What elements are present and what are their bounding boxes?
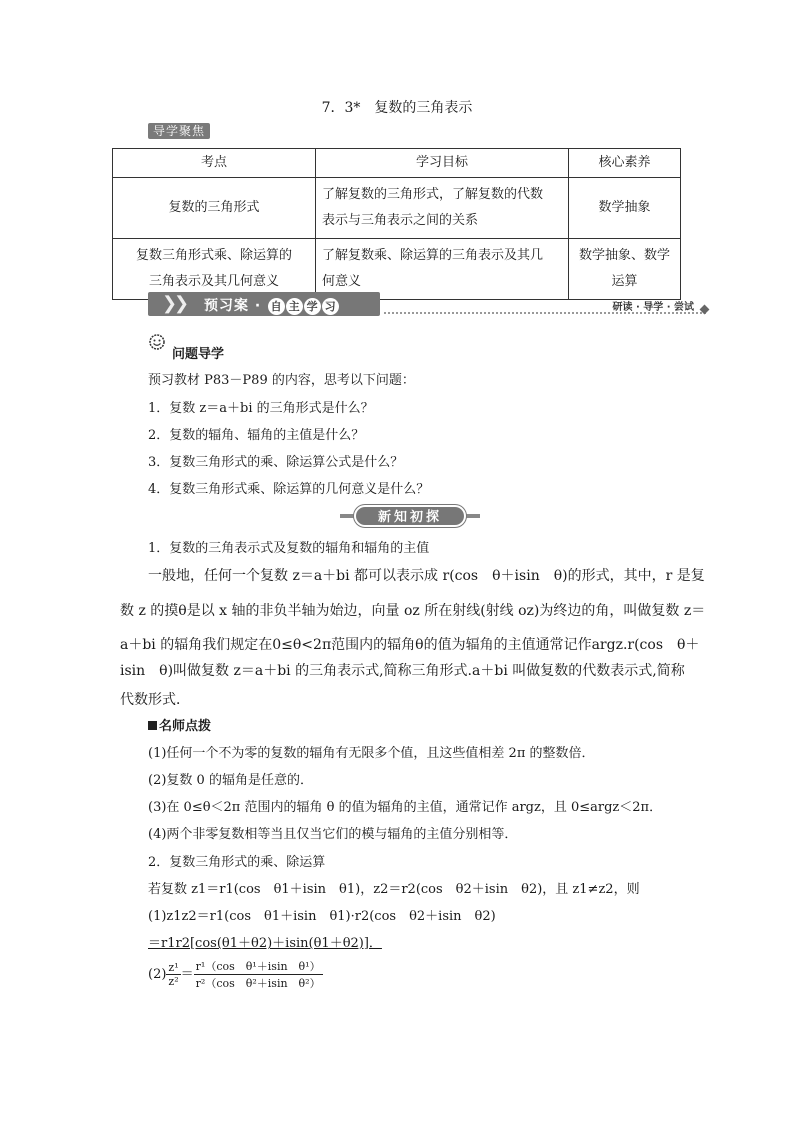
- banner-sep: ·: [254, 298, 262, 314]
- table-row: [113, 178, 681, 239]
- cell-text: 数学抽象: [598, 200, 651, 215]
- body-line: isin θ)叫做复数 z＝a＋bi 的三角表示式,简称三角形式.a＋bi 叫做复数的代数表示式,简称: [120, 663, 685, 679]
- cell-text: 表示与三角表示之间的关系: [322, 213, 479, 228]
- smiley-icon: [148, 333, 166, 351]
- banner-label-text: 预习案: [204, 298, 249, 314]
- page-title: 7．3* 复数的三角表示: [321, 100, 473, 116]
- table-header: 核心素养: [569, 149, 681, 178]
- table-cell: [569, 239, 681, 300]
- table-cell: [113, 239, 316, 300]
- table-cell: [316, 239, 569, 300]
- tip-item: (3)在 0≤θ＜2π 范围内的辐角 θ 的值为辐角的主值，通常记作 argz，且 0≤argz＜2π．: [148, 800, 663, 815]
- banner-label: [204, 295, 339, 315]
- formula-prefix: (2): [148, 967, 167, 982]
- table-row: [113, 239, 681, 300]
- banner-char: 自: [268, 298, 285, 315]
- table-header-row: [113, 149, 681, 178]
- cell-text: 何意义: [322, 274, 362, 289]
- fraction-numerator: r¹（cos θ¹＋isin θ¹）: [195, 960, 321, 973]
- banner-char: 主: [286, 298, 303, 315]
- fraction-right: [194, 958, 323, 991]
- fraction-denominator: r²（cos θ²＋isin θ²）: [195, 977, 321, 990]
- cell-text: 三角表示及其几何意义: [148, 274, 279, 289]
- banner-right-text: 研读 · 导学 · 尝试: [612, 302, 694, 313]
- equals-sign: ＝: [180, 967, 194, 982]
- tips-heading-text: 名师点拨: [159, 719, 212, 734]
- chevron-right-icon: ❯: [162, 293, 178, 314]
- fraction-denominator: z²: [168, 975, 179, 988]
- body-line: 数 z 的摸θ是以 x 轴的非负半轴为始边，向量 oz 所在射线(射线 oz)为终边的角，叫做复数 z＝: [120, 603, 706, 619]
- cell-text: 复数的三角形式: [168, 200, 260, 215]
- new-knowledge-banner: [340, 505, 480, 527]
- section-badge: [148, 122, 210, 139]
- table-header: 考点: [113, 149, 316, 178]
- banner-char: 习: [322, 298, 339, 315]
- square-bullet-icon: [148, 721, 157, 730]
- body-line: 一般地，任何一个复数 z＝a＋bi 都可以表示成 r(cos θ＋isin θ)的形式，其中，r 是复: [148, 568, 705, 584]
- formula-line: 若复数 z1＝r1(cos θ1＋isin θ1)，z2＝r2(cos θ2＋isin θ2)，且 z1≠z2，则: [148, 882, 640, 897]
- formula-line: (1)z1z2＝r1(cos θ1＋isin θ1)·r2(cos θ2＋isin θ2): [148, 909, 496, 924]
- tip-item: (2)复数 0 的辐角是任意的．: [148, 773, 313, 788]
- cell-text: 运算: [611, 274, 638, 289]
- question-item: 2．复数的辐角、辐角的主值是什么？: [148, 428, 365, 443]
- cell-text: 数学抽象、数学: [578, 248, 670, 263]
- cell-text: 复数三角形式乘、除运算的: [135, 248, 292, 263]
- goals-table: [112, 148, 681, 300]
- tip-item: (1)任何一个不为零的复数的辐角有无限多个值，且这些值相差 2π 的整数倍．: [148, 746, 595, 761]
- formula-line: ＝r1r2[cos(θ1＋θ2)＋isin(θ1＋θ2)]．: [148, 936, 382, 951]
- fraction-numerator: z¹: [168, 961, 179, 974]
- preview-banner: [148, 292, 708, 318]
- table-header: 学习目标: [316, 149, 569, 178]
- chevron-right-icon: ❯: [174, 293, 190, 314]
- badge-text: 导学聚焦: [148, 123, 210, 139]
- table-cell: [113, 178, 316, 239]
- body-line: 代数形式．: [120, 692, 190, 708]
- banner-char: 学: [304, 298, 321, 315]
- body-line: a＋bi 的辐角我们规定在0≤θ<2π范围内的辐角θ的值为辐角的主值通常记作argz.r(cos θ＋: [120, 637, 700, 653]
- table-cell: [569, 178, 681, 239]
- question-item: 1．复数 z＝a＋bi 的三角形式是什么？: [148, 401, 374, 416]
- guide-heading: 问题导学: [172, 347, 225, 362]
- new-knowledge-label: 新知初探: [354, 505, 466, 527]
- tips-heading: [148, 715, 211, 734]
- cell-text: 了解复数的三角形式，了解复数的代数: [322, 187, 544, 202]
- division-formula: [148, 958, 323, 991]
- question-item: 4．复数三角形式乘、除运算的几何意义是什么？: [148, 482, 430, 497]
- tip-item: (4)两个非零复数相等当且仅当它们的模与辐角的主值分别相等．: [148, 827, 518, 842]
- table-cell: [316, 178, 569, 239]
- fraction-left: [166, 961, 180, 988]
- guide-intro: 预习教材 P83－P89 的内容，思考以下问题：: [148, 373, 415, 388]
- question-item: 3．复数三角形式的乘、除运算公式是什么？: [148, 455, 404, 470]
- section-heading: 2．复数三角形式的乘、除运算: [148, 855, 326, 870]
- section-heading: 1．复数的三角表示式及复数的辐角和辐角的主值: [148, 541, 430, 556]
- cell-text: 了解复数乘、除运算的三角表示及其几: [322, 248, 544, 263]
